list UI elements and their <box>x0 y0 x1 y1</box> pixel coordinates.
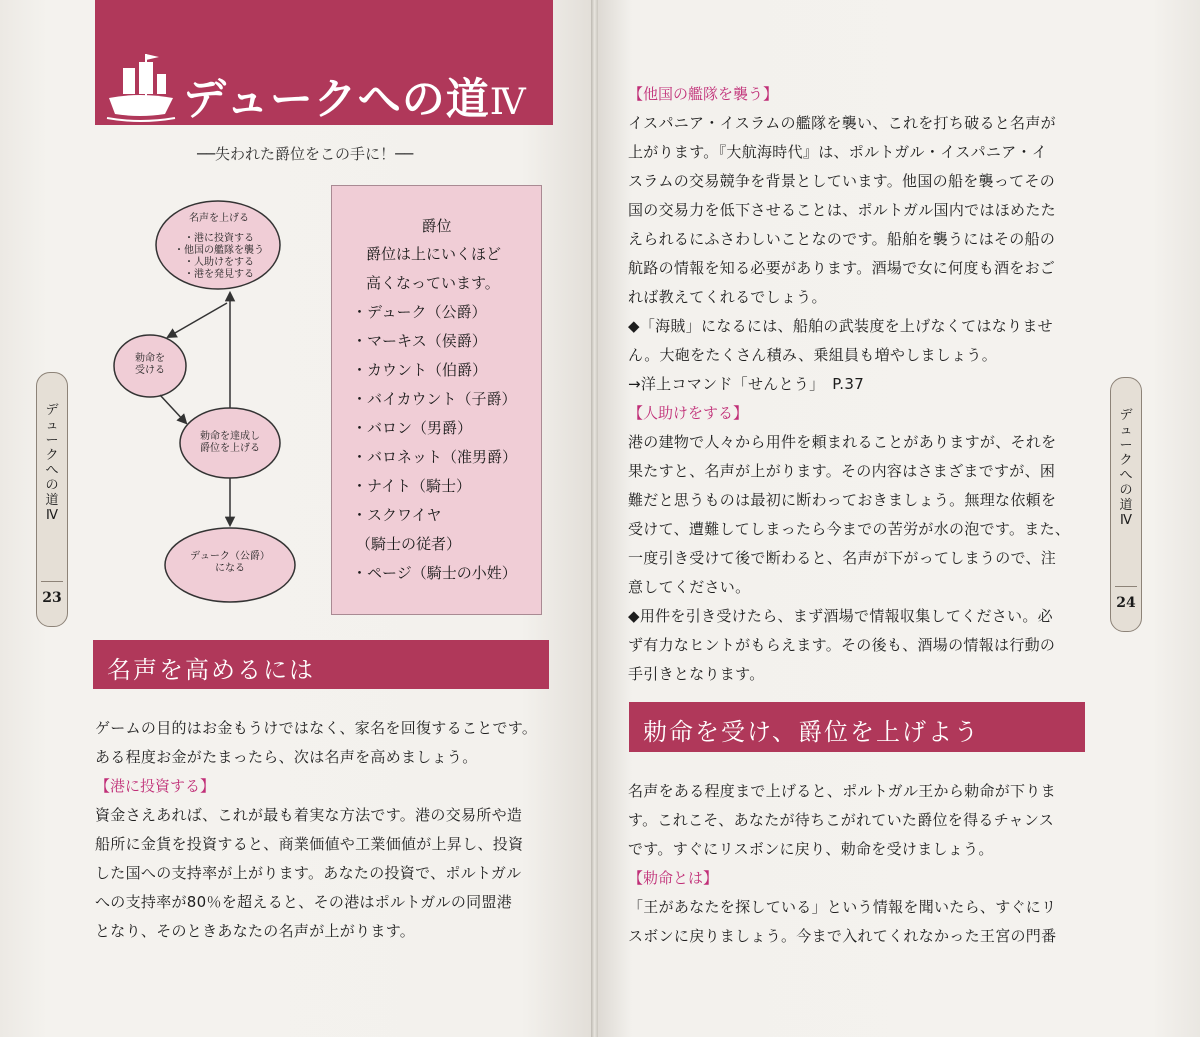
rank-item: ・バロン（男爵） <box>352 419 473 437</box>
page-number: 24 <box>1116 595 1136 611</box>
edict-heading: 【勅命とは】 <box>628 869 719 887</box>
flow-node-fame-item: ・人助けをする <box>184 257 254 268</box>
attack-heading: 【他国の艦隊を襲う】 <box>628 85 779 103</box>
side-tab-text: デ ュ ー ク へ の 道 Ⅳ <box>45 403 59 523</box>
rank-item: ・バイカウント（子爵） <box>352 390 517 408</box>
edict-line: 名声をある程度まで上げると、ポルトガル王から勅命が下りま <box>628 782 1056 800</box>
intro-line: ある程度お金がたまったら、次は名声を高めましょう。 <box>95 748 478 766</box>
flow-node-fame-item: ・港に投資する <box>184 233 254 244</box>
side-tab-divider <box>41 581 63 582</box>
rank-intro-line: 爵位は上にいくほど <box>366 245 502 263</box>
edict-line: スボンに戻りましょう。今まで入れてくれなかった王宮の門番 <box>628 927 1057 945</box>
help-line: ◆用件を引き受けたら、まず酒場で情報収集してください。必 <box>628 607 1053 625</box>
investment-line: した国への支持率が上がります。あなたの投資で、ポルトガル <box>95 864 522 882</box>
attack-line: えられるにふさわしいことなのです。船舶を襲うにはその船の <box>628 230 1056 248</box>
flow-arrow-to-edict <box>168 303 227 337</box>
investment-line: 資金さえあれば、これが最も着実な方法です。港の交易所や造 <box>95 806 523 824</box>
help-heading: 【人助けをする】 <box>628 404 749 422</box>
help-line: 港の建物で人々から用件を頼まれることがありますが、それを <box>628 433 1057 451</box>
attack-line: 上がります。『大航海時代』は、ポルトガル・イスパニア・イ <box>628 143 1048 161</box>
flow-node-achieve-text: 勅命を達成し 爵位を上げる <box>200 431 260 454</box>
attack-line: スラムの交易競争を背景としています。他国の船を襲ってその <box>628 172 1056 190</box>
section-header-edict: 勅命を受け、爵位を上げよう <box>629 702 1085 752</box>
edict-line: 「王があなたを探している」という情報を聞いたら、すぐにリ <box>628 898 1057 916</box>
title-numeral: Ⅳ <box>489 82 527 123</box>
intro-line: ゲームの目的はお金もうけではなく、家名を回復することです。 <box>95 719 538 737</box>
rank-item: ・デューク（公爵） <box>352 303 487 321</box>
rank-item: ・カウント（伯爵） <box>352 361 488 379</box>
attack-line: 国の交易力を低下させることは、ポルトガル国内ではほめたた <box>628 201 1056 219</box>
help-line: 手引きとなります。 <box>628 665 765 683</box>
flow-node-fame-item: ・港を発見する <box>184 269 254 280</box>
flow-node-fame-text <box>166 213 272 281</box>
page-title: デュークへの道Ⅳ <box>183 75 527 125</box>
edict-line: です。すぐにリスボンに戻り、勅命を受けましょう。 <box>628 840 994 858</box>
book-spine <box>591 0 598 1037</box>
investment-line: となり、そのときあなたの名声が上がります。 <box>95 922 416 940</box>
section-header-fame: 名声を高めるには <box>93 640 549 689</box>
attack-line: ◆「海賊」になるには、船舶の武装度を上げなくてはなりませ <box>628 317 1053 335</box>
flow-node-edict-text: 勅命を 受ける <box>135 353 165 376</box>
investment-heading: 【港に投資する】 <box>95 777 216 795</box>
help-line: 受けて、遭難してしまったら今までの苦労が水の泡です。また、 <box>628 520 1071 538</box>
rank-item: ・マーキス（侯爵） <box>352 332 487 350</box>
flow-node-fame-item: ・他国の艦隊を襲う <box>174 245 264 256</box>
subtitle: ──失われた爵位をこの手に！── <box>197 145 414 163</box>
flow-node-fame-title: 名声を上げる <box>189 213 249 224</box>
attack-line: →洋上コマンド「せんとう」 P.37 <box>628 375 865 393</box>
flow-arrow-to-achieve <box>160 395 186 423</box>
side-tab-divider <box>1115 586 1137 587</box>
investment-line: への支持率が80％を超えると、その港はポルトガルの同盟港 <box>95 893 513 911</box>
attack-line: 航路の情報を知る必要があります。酒場で女に何度も酒をおご <box>628 259 1056 277</box>
help-line: 意してください。 <box>628 578 751 596</box>
rank-heading: 爵位 <box>421 217 452 235</box>
rank-item: ・ページ（騎士の小姓） <box>352 564 517 582</box>
edict-line: す。これこそ、あなたが待ちこがれていた爵位を得るチャンス <box>628 811 1055 829</box>
rank-intro-line: 高くなっています。 <box>366 274 500 292</box>
flow-node-duke-text: デューク（公爵） になる <box>190 551 270 574</box>
help-line: ず有力なヒントがもらえます。その後も、酒場の情報は行動の <box>628 636 1056 654</box>
side-tab-text: デ ュ ー ク へ の 道 Ⅳ <box>1119 408 1133 528</box>
attack-line: れば教えてくれるでしょう。 <box>628 288 827 306</box>
rank-item: （騎士の従者） <box>356 535 462 553</box>
side-tab-right <box>1110 377 1142 632</box>
page-number: 23 <box>42 590 62 606</box>
attack-line: ん。大砲をたくさん積み、乗組員も増やしましょう。 <box>628 346 998 364</box>
rank-item: ・ナイト（騎士） <box>352 477 471 495</box>
help-line: 果たすと、名声が上がります。その内容はさまざまですが、困 <box>628 462 1056 480</box>
attack-line: イスパニア・イスラムの艦隊を襲い、これを打ち破ると名声が <box>628 114 1056 132</box>
ship-icon <box>103 52 177 124</box>
investment-line: 船所に金貨を投資すると、商業価値や工業価値が上昇し、投資 <box>95 835 524 853</box>
help-line: 一度引き受けて後で断わると、名声が下がってしまうので、注 <box>628 549 1057 567</box>
help-line: 難だと思うものは最初に断わっておきましょう。無理な依頼を <box>628 491 1057 509</box>
rank-item: ・バロネット（准男爵） <box>352 448 518 466</box>
side-tab-left <box>36 372 68 627</box>
rank-item: ・スクワイヤ <box>352 506 442 524</box>
